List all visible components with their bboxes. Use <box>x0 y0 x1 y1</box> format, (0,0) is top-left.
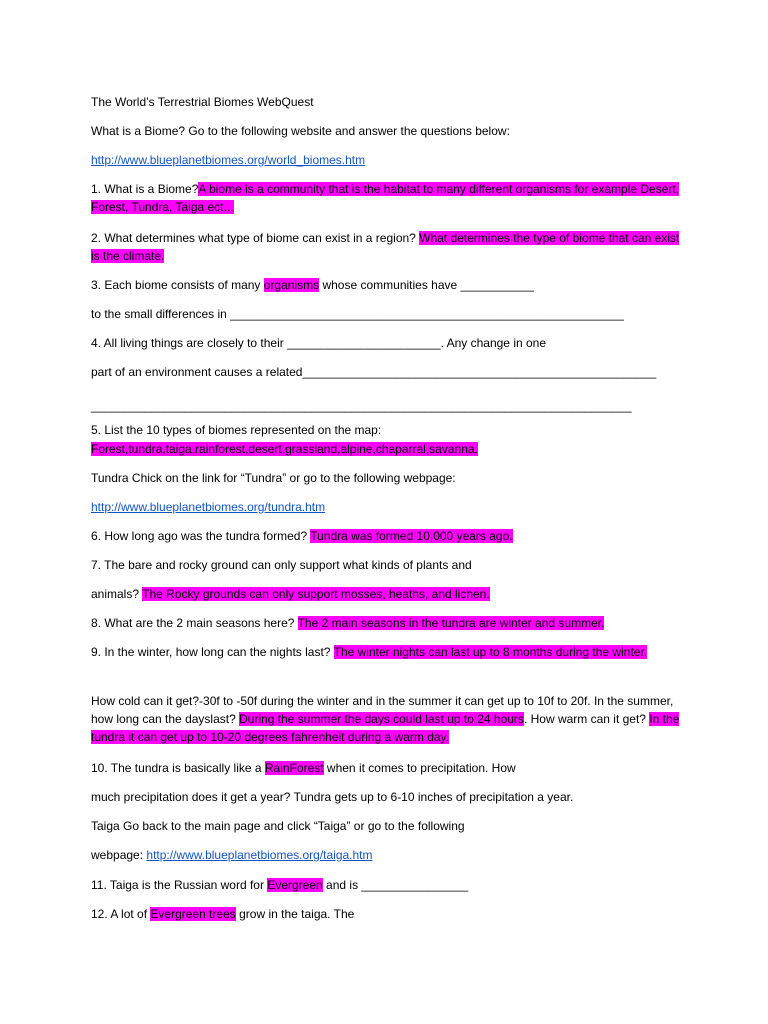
question-3-continued: to the small differences in ___________________________________________________________ <box>91 307 624 321</box>
intro-text: What is a Biome? Go to the following website and answer the questions below: <box>91 124 510 138</box>
answer-2: What determines the type of biome that can exist is the climate. <box>91 231 680 263</box>
question-11 <box>91 876 691 894</box>
answer-5: Forest,tundra,taiga,rainforest,desert,grassland,alpine,chaparral,savanna. <box>91 442 478 456</box>
question-4: 4. All living things are closely to their _______________________. Any change in one <box>91 336 547 350</box>
taiga-link-label: webpage: <box>91 848 144 862</box>
answer-8: The 2 main seasons in the tundra are winter and summer. <box>297 616 605 630</box>
tundra-link[interactable]: http://www.blueplanetbiomes.org/tundra.htm <box>91 500 326 514</box>
question-10-continued: much precipitation does it get a year? Tundra gets up to 6-10 inches of precipitation a year. <box>91 790 574 804</box>
taiga-intro: Taiga Go back to the main page and click “Taiga” or go to the following <box>91 819 465 833</box>
tundra-intro: Tundra Chick on the link for “Tundra” or go to the following webpage: <box>91 471 456 485</box>
question-2 <box>91 229 683 265</box>
question-8-text: 8. What are the 2 main seasons here? <box>91 616 295 630</box>
answer-5-line <box>91 440 691 458</box>
question-9-text: 9. In the winter, how long can the nights last? <box>91 645 331 659</box>
answer-12: Evergreen trees <box>150 907 236 921</box>
question-3-pre: 3. Each biome consists of many <box>91 278 261 292</box>
answer-3: organisms <box>263 278 320 292</box>
question-3-post: whose communities have ___________ <box>322 278 534 292</box>
biomes-link-line <box>91 151 691 169</box>
answer-1: A biome is a community that is the habitat to many different organisms for example Desert, Forest, Tundra, Taiga ect... <box>91 182 680 214</box>
taiga-link[interactable]: http://www.blueplanetbiomes.org/taiga.htm <box>146 848 373 862</box>
taiga-link-line <box>91 846 691 864</box>
answer-9: The winter nights can last up to 8 months during the winter. <box>333 645 648 659</box>
question-3 <box>91 276 691 294</box>
question-9b-text-2: . How warm can it get? <box>523 712 646 726</box>
question-1-text: 1. What is a Biome? <box>91 182 199 196</box>
question-9 <box>91 643 683 661</box>
question-6 <box>91 527 691 545</box>
answer-9b-2: In the tundra it can get up to 10-20 degrees fahrenheit during a warm day. <box>91 712 680 744</box>
answer-10: RainForest <box>264 761 324 775</box>
question-9b-text-1: How cold can it get?-30f to -50f during the winter and in the summer it can get up to 10f to 20f. In the summer, how long can the dayslast? <box>91 694 674 726</box>
question-7-continued <box>91 585 691 603</box>
question-7-text: animals? <box>91 587 140 601</box>
answer-9b-1: During the summer the days could last up to 24 hours <box>239 712 524 726</box>
question-10-post: when it comes to precipitation. How <box>326 761 516 775</box>
question-2-text: 2. What determines what type of biome can exist in a region? <box>91 231 416 245</box>
question-5: 5. List the 10 types of biomes represented on the map: <box>91 423 382 437</box>
answer-7: The Rocky grounds can only support mosses, heaths, and lichen. <box>142 587 490 601</box>
question-7: 7. The bare and rocky ground can only support what kinds of plants and <box>91 558 472 572</box>
tundra-link-line <box>91 498 691 516</box>
answer-11: Evergreen <box>267 878 323 892</box>
question-12-pre: 12. A lot of <box>91 907 148 921</box>
question-1 <box>91 180 683 216</box>
world-biomes-link[interactable]: http://www.blueplanetbiomes.org/world_biomes.htm <box>91 153 366 167</box>
question-11-pre: 11. Taiga is the Russian word for <box>91 878 264 892</box>
answer-6: Tundra was formed 10,000 years ago. <box>310 529 513 543</box>
question-10-pre: 10. The tundra is basically like a <box>91 761 262 775</box>
question-4-blank-line: _________________________________________________________________________________ <box>91 399 632 413</box>
question-9-continued <box>91 692 683 746</box>
question-8 <box>91 614 691 632</box>
question-10 <box>91 759 691 777</box>
question-6-text: 6. How long ago was the tundra formed? <box>91 529 308 543</box>
question-4-continued: part of an environment causes a related_____________________________________________________ <box>91 365 657 379</box>
page-title: The World’s Terrestrial Biomes WebQuest <box>91 95 314 109</box>
question-12-post: grow in the taiga. The <box>239 907 355 921</box>
question-12 <box>91 905 691 923</box>
question-11-post: and is ________________ <box>326 878 469 892</box>
